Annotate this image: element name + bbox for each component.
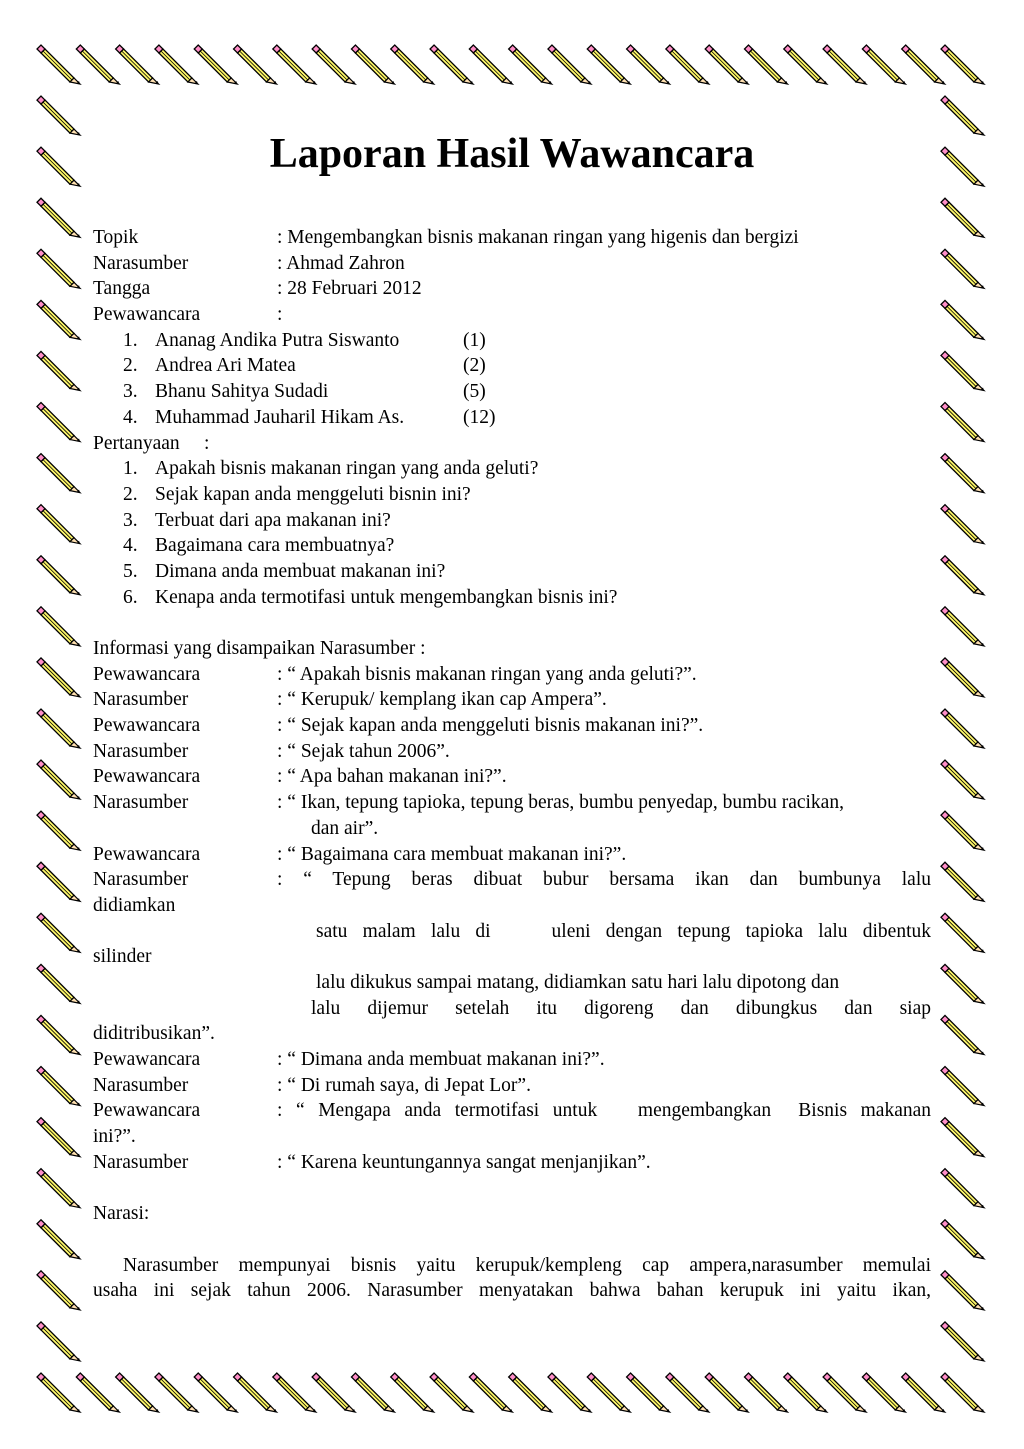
dialogue-row bbox=[93, 842, 931, 868]
pencil-icon bbox=[941, 454, 984, 493]
pencil-icon bbox=[509, 1373, 552, 1412]
pencil-icon bbox=[37, 1220, 80, 1259]
speech-text: : “ Bagaimana cara membuat makanan ini?”. bbox=[277, 843, 627, 865]
narasi-label-row bbox=[93, 1201, 931, 1227]
pencil-icon bbox=[941, 709, 984, 748]
pencil-icon bbox=[941, 300, 984, 339]
question-item bbox=[93, 482, 931, 508]
pencil-icon bbox=[430, 45, 473, 84]
pencil-icon bbox=[37, 760, 80, 799]
pencil-icon bbox=[941, 1067, 984, 1106]
interviewer-name: Andrea Ari Matea bbox=[155, 355, 296, 377]
pencil-icon bbox=[37, 45, 80, 84]
pencil-icon bbox=[784, 45, 827, 84]
questions-row bbox=[93, 431, 931, 457]
dialogue-row bbox=[93, 1073, 931, 1099]
dialogue-row bbox=[93, 1098, 931, 1124]
interviewer-number: 3. bbox=[123, 381, 138, 403]
pencil-icon bbox=[587, 45, 630, 84]
pencil-icon bbox=[941, 1220, 984, 1259]
narasi-label: Narasi: bbox=[93, 1203, 150, 1225]
pencil-icon bbox=[37, 1067, 80, 1106]
pencil-icon bbox=[941, 1322, 984, 1361]
pencil-icon bbox=[941, 249, 984, 288]
pencil-icon bbox=[273, 45, 316, 84]
pencil-icon bbox=[312, 1373, 355, 1412]
pencil-icon bbox=[941, 862, 984, 901]
speech-text: : “ Dimana anda membuat makanan ini?”. bbox=[277, 1049, 605, 1070]
speech-text-cont: ini?”. bbox=[93, 1126, 136, 1148]
question-number: 6. bbox=[123, 586, 138, 608]
question-number: 5. bbox=[123, 560, 138, 582]
tanggal-row bbox=[93, 276, 931, 302]
pencil-icon bbox=[76, 45, 119, 84]
narasumber-label: Narasumber bbox=[93, 252, 189, 274]
dialogue-continuation bbox=[93, 1021, 931, 1047]
spacer bbox=[93, 1175, 931, 1201]
pencil-icon bbox=[744, 45, 787, 84]
pencil-icon bbox=[784, 1373, 827, 1412]
dialogue-row bbox=[93, 1150, 931, 1176]
pencil-icon bbox=[862, 45, 905, 84]
question-item bbox=[93, 508, 931, 534]
pencil-icon bbox=[587, 1373, 630, 1412]
pencil-icon bbox=[391, 1373, 434, 1412]
pencil-icon bbox=[941, 403, 984, 442]
dialogue-continuation bbox=[93, 816, 931, 842]
interviewer-item bbox=[93, 379, 931, 405]
speaker-label: Pewawancara bbox=[93, 1049, 201, 1070]
document-body bbox=[93, 225, 931, 1304]
interviewer-id: (5) bbox=[463, 381, 486, 403]
interviewer-name: Bhanu Sahitya Sudadi bbox=[155, 381, 329, 403]
topik-label: Topik bbox=[93, 227, 139, 248]
question-text: Kenapa anda termotifasi untuk mengembangkan bisnis ini? bbox=[155, 586, 618, 608]
info-heading: Informasi yang disampaikan Narasumber : bbox=[93, 638, 426, 659]
dialogue-row bbox=[93, 713, 931, 739]
dialogue-row bbox=[93, 662, 931, 688]
pencil-icon bbox=[37, 1169, 80, 1208]
pencil-icon bbox=[155, 45, 198, 84]
speech-text: : “ Sejak tahun 2006”. bbox=[277, 740, 450, 762]
pewawancara-row bbox=[93, 302, 931, 328]
interviewer-number: 2. bbox=[123, 355, 138, 377]
question-number: 4. bbox=[123, 535, 138, 557]
question-number: 3. bbox=[123, 509, 138, 531]
interviewer-number: 4. bbox=[123, 406, 138, 428]
speaker-label: Narasumber bbox=[93, 1151, 189, 1173]
question-item bbox=[93, 456, 931, 482]
pencil-icon bbox=[941, 913, 984, 952]
narasi-paragraph-line bbox=[93, 1253, 931, 1279]
dialogue-continuation bbox=[93, 970, 931, 996]
pencil-icon bbox=[194, 45, 237, 84]
pencil-icon bbox=[351, 1373, 394, 1412]
interviewer-id: (12) bbox=[463, 406, 496, 428]
pencil-icon bbox=[312, 45, 355, 84]
pencil-icon bbox=[37, 249, 80, 288]
speech-text-cont: diditribusikan”. bbox=[93, 1023, 215, 1045]
pencil-icon bbox=[823, 1373, 866, 1412]
info-heading-row bbox=[93, 636, 931, 662]
narasi-paragraph-line bbox=[93, 1278, 931, 1304]
question-text: Dimana anda membuat makanan ini? bbox=[155, 560, 446, 582]
question-item bbox=[93, 585, 931, 611]
pencil-icon bbox=[155, 1373, 198, 1412]
dialogue-continuation bbox=[93, 1124, 931, 1150]
pencil-icon bbox=[273, 1373, 316, 1412]
pencil-icon bbox=[116, 45, 159, 84]
speaker-label: Pewawancara bbox=[93, 843, 201, 865]
pencil-icon bbox=[862, 1373, 905, 1412]
topik-row bbox=[93, 225, 931, 251]
question-number: 1. bbox=[123, 458, 138, 480]
pencil-icon bbox=[430, 1373, 473, 1412]
pencil-icon bbox=[744, 1373, 787, 1412]
pencil-icon bbox=[37, 913, 80, 952]
pencil-icon bbox=[37, 1322, 80, 1361]
speech-text: : “ Di rumah saya, di Jepat Lor”. bbox=[277, 1074, 531, 1096]
pencil-icon bbox=[705, 45, 748, 84]
tanggal-label: Tangga bbox=[93, 278, 151, 300]
interviewer-id: (2) bbox=[463, 355, 486, 377]
pencil-icon bbox=[823, 45, 866, 84]
pencil-icon bbox=[469, 1373, 512, 1412]
speech-text: : “ Karena keuntungannya sangat menjanjikan”. bbox=[277, 1151, 651, 1173]
pencil-icon bbox=[37, 351, 80, 390]
pencil-icon bbox=[234, 1373, 277, 1412]
interviewer-item bbox=[93, 328, 931, 354]
pencil-icon bbox=[941, 658, 984, 697]
pencil-icon bbox=[902, 1373, 945, 1412]
pencil-icon bbox=[37, 811, 80, 850]
pencil-icon bbox=[234, 45, 277, 84]
pencil-icon bbox=[37, 709, 80, 748]
pencil-icon bbox=[76, 1373, 119, 1412]
speech-text: : “ Ikan, tepung tapioka, tepung beras, bumbu penyedap, bumbu racikan, bbox=[277, 792, 844, 814]
pencil-icon bbox=[627, 1373, 670, 1412]
dialogue-row bbox=[93, 867, 931, 893]
speaker-label: Narasumber bbox=[93, 689, 189, 711]
speech-text-cont: silinder bbox=[93, 946, 152, 968]
pencil-icon bbox=[941, 1373, 984, 1412]
question-item bbox=[93, 559, 931, 585]
speech-text: : “ Mengapa anda termotifasi untuk mengembangkan Bisnis makanan bbox=[277, 1100, 931, 1122]
pencil-icon bbox=[941, 1271, 984, 1310]
pencil-icon bbox=[37, 1271, 80, 1310]
dialogue-continuation bbox=[93, 944, 931, 970]
pencil-icon bbox=[902, 45, 945, 84]
pencil-icon bbox=[116, 1373, 159, 1412]
speech-text-cont: dan air”. bbox=[311, 817, 379, 839]
speaker-label: Pewawancara bbox=[93, 715, 201, 737]
pencil-icon bbox=[37, 556, 80, 595]
pencil-icon bbox=[705, 1373, 748, 1412]
pencil-icon bbox=[37, 505, 80, 544]
pencil-icon bbox=[941, 351, 984, 390]
pencil-icon bbox=[941, 45, 984, 84]
dialogue-row bbox=[93, 790, 931, 816]
tanggal-value: : 28 Februari 2012 bbox=[277, 278, 422, 300]
dialogue-row bbox=[93, 687, 931, 713]
dialogue-continuation bbox=[93, 919, 931, 945]
question-text: Bagaimana cara membuatnya? bbox=[155, 535, 395, 557]
pencil-icon bbox=[548, 45, 591, 84]
pencil-icon bbox=[666, 1373, 709, 1412]
speech-text-cont: didiamkan bbox=[93, 894, 176, 916]
dialogue-continuation bbox=[93, 996, 931, 1022]
dialogue-continuation bbox=[93, 893, 931, 919]
pencil-icon bbox=[941, 1118, 984, 1157]
pencil-icon bbox=[37, 658, 80, 697]
speaker-label: Pewawancara bbox=[93, 663, 201, 685]
speech-text: : “ Tepung beras dibuat bubur bersama ikan dan bumbunya lalu bbox=[277, 869, 931, 891]
pencil-icon bbox=[941, 964, 984, 1003]
narasumber-row bbox=[93, 251, 931, 277]
speech-text: : “ Sejak kapan anda menggeluti bisnis makanan ini?”. bbox=[277, 715, 704, 737]
question-text: Apakah bisnis makanan ringan yang anda geluti? bbox=[155, 458, 539, 480]
pencil-icon bbox=[941, 1015, 984, 1054]
pewawancara-value: : bbox=[277, 304, 283, 326]
speaker-label: Narasumber bbox=[93, 740, 189, 762]
pencil-icon bbox=[194, 1373, 237, 1412]
narasumber-value: : Ahmad Zahron bbox=[277, 252, 405, 274]
pencil-icon bbox=[941, 556, 984, 595]
speaker-label: Narasumber bbox=[93, 792, 189, 814]
dialogue-row bbox=[93, 1047, 931, 1073]
pencil-icon bbox=[666, 45, 709, 84]
pencil-icon bbox=[37, 964, 80, 1003]
spacer bbox=[93, 1227, 931, 1253]
question-text: Terbuat dari apa makanan ini? bbox=[155, 509, 391, 531]
pencil-icon bbox=[351, 45, 394, 84]
interviewer-name: Ananag Andika Putra Siswanto bbox=[155, 329, 400, 351]
pencil-icon bbox=[941, 505, 984, 544]
dialogue-row bbox=[93, 739, 931, 765]
pencil-icon bbox=[37, 300, 80, 339]
narasi-text: usaha ini sejak tahun 2006. Narasumber menyatakan bahwa bahan kerupuk ini yaitu ikan, bbox=[93, 1280, 931, 1302]
page-title: Laporan Hasil Wawancara bbox=[269, 131, 755, 177]
pencil-icon bbox=[941, 811, 984, 850]
questions-label: Pertanyaan : bbox=[93, 432, 210, 454]
pencil-icon bbox=[941, 198, 984, 237]
speaker-label: Narasumber bbox=[93, 1074, 189, 1096]
speaker-label: Pewawancara bbox=[93, 1100, 201, 1122]
pencil-icon bbox=[509, 45, 552, 84]
interviewer-number: 1. bbox=[123, 329, 138, 351]
spacer bbox=[93, 610, 931, 636]
question-text: Sejak kapan anda menggeluti bisnin ini? bbox=[155, 483, 471, 505]
pencil-icon bbox=[627, 45, 670, 84]
pencil-icon bbox=[469, 45, 512, 84]
speech-text: : “ Apakah bisnis makanan ringan yang anda geluti?”. bbox=[277, 663, 697, 685]
pewawancara-label: Pewawancara bbox=[93, 304, 201, 326]
topik-value: : Mengembangkan bisnis makanan ringan yang higenis dan bergizi bbox=[277, 227, 799, 248]
pencil-icon bbox=[37, 403, 80, 442]
pencil-icon bbox=[37, 1118, 80, 1157]
pencil-icon bbox=[37, 607, 80, 646]
question-number: 2. bbox=[123, 483, 138, 505]
pencil-icon bbox=[37, 862, 80, 901]
dialogue-row bbox=[93, 764, 931, 790]
pencil-icon bbox=[941, 760, 984, 799]
pencil-icon bbox=[941, 1169, 984, 1208]
interviewer-item bbox=[93, 353, 931, 379]
pencil-icon bbox=[37, 1373, 80, 1412]
narasi-text: Narasumber mempunyai bisnis yaitu kerupuk/kempleng cap ampera,narasumber memulai bbox=[123, 1254, 931, 1276]
question-item bbox=[93, 533, 931, 559]
pencil-icon bbox=[941, 607, 984, 646]
speaker-label: Pewawancara bbox=[93, 766, 201, 788]
pencil-icon bbox=[37, 198, 80, 237]
pencil-icon bbox=[37, 1015, 80, 1054]
pencil-icon bbox=[548, 1373, 591, 1412]
speech-text: : “ Kerupuk/ kemplang ikan cap Ampera”. bbox=[277, 689, 607, 711]
interviewer-name: Muhammad Jauharil Hikam As. bbox=[155, 406, 405, 428]
speech-text-cont: lalu dikukus sampai matang, didiamkan satu hari lalu dipotong dan bbox=[316, 971, 840, 993]
speech-text: : “ Apa bahan makanan ini?”. bbox=[277, 766, 507, 788]
pencil-icon bbox=[391, 45, 434, 84]
pencil-icon bbox=[37, 454, 80, 493]
speech-text-cont: satu malam lalu di uleni dengan tepung tapioka lalu dibentuk bbox=[316, 920, 931, 942]
speech-text-cont: lalu dijemur setelah itu digoreng dan dibungkus dan siap bbox=[311, 997, 931, 1019]
speaker-label: Narasumber bbox=[93, 869, 189, 891]
interviewer-item bbox=[93, 405, 931, 431]
interviewer-id: (1) bbox=[463, 329, 486, 351]
